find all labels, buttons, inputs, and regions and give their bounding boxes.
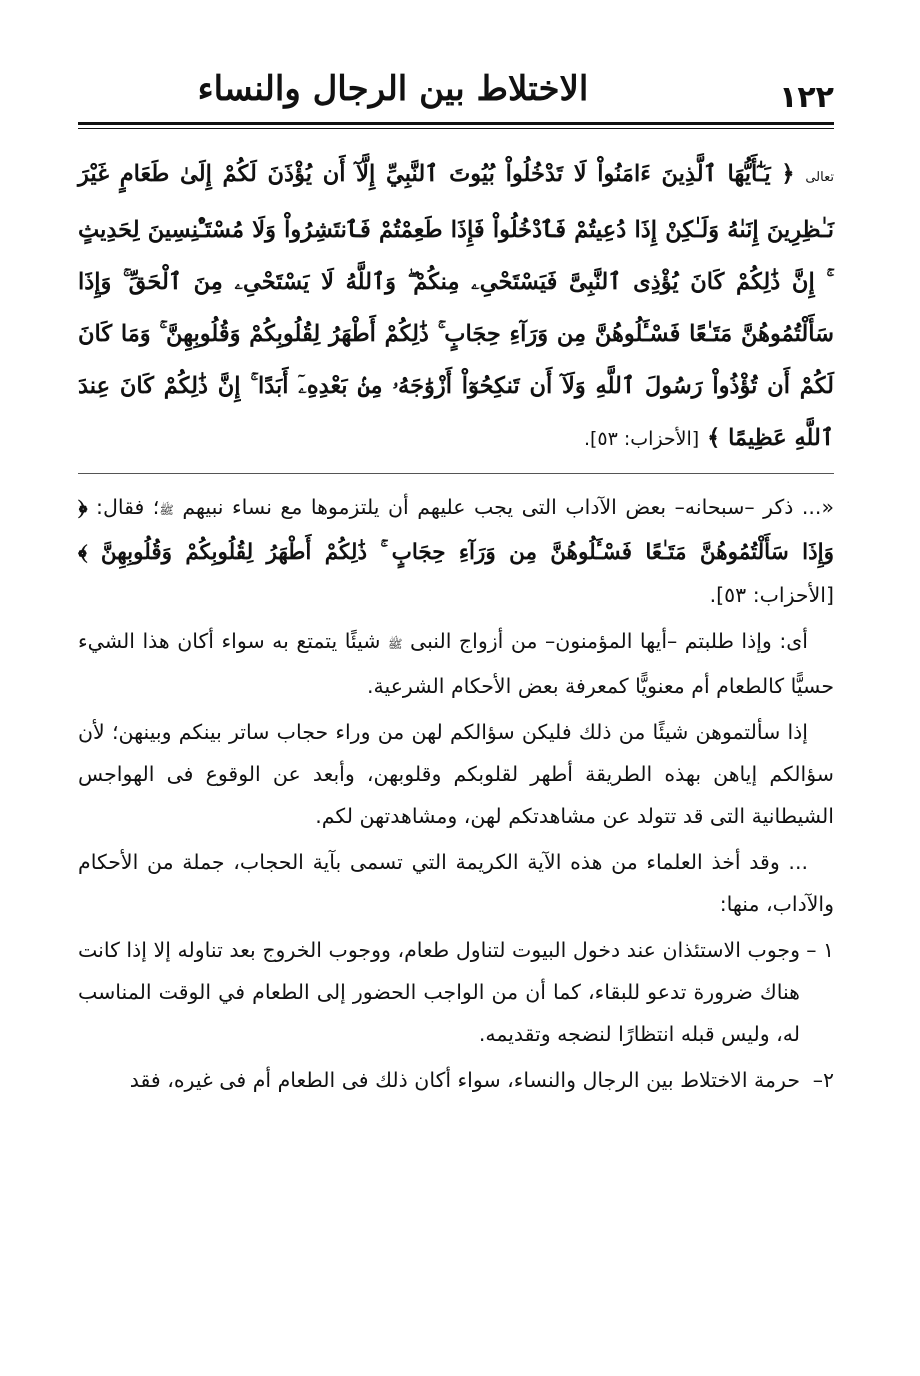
page-header <box>78 58 834 128</box>
list-item-number: ١ – <box>806 938 834 962</box>
list-item <box>78 1059 834 1101</box>
p2-text-a: أى: وإذا طلبتم –أيها المؤمنون– من أزواج النبى <box>402 629 808 653</box>
page-body <box>78 148 834 1105</box>
paragraph-1 <box>78 486 834 616</box>
p1-reference: [الأحزاب: ٥٣]. <box>709 583 834 607</box>
pbuh-ligature: ﷺ <box>159 503 174 517</box>
paragraph-2 <box>78 620 834 707</box>
list-item-text: حرمة الاختلاط بين الرجال والنساء، سواء أكان ذلك فى الطعام أم فى غيره، فقد <box>129 1068 800 1092</box>
pbuh-ligature: ﷺ <box>388 637 403 651</box>
section-separator <box>78 473 834 474</box>
p1-mid-text: ؛ فقال: <box>87 495 160 519</box>
p2-text-b: شيئًا يتمتع به سواء أكان هذا الشيء حسيًّا كالطعام أم معنويًّا كمعرفة بعض الأحكام الشرعية. <box>78 629 834 698</box>
p1-quran-quote: ﴿ وَإِذَا سَأَلْتُمُوهُنَّ مَتَـٰعًا فَسْـَٔلُوهُنَّ مِن وَرَآءِ حِجَابٍ ۚ ذَٰلِكُمْ أَطْهَرُ لِقُلُوبِكُمْ وَقُلُوبِهِنَّ ﴾ <box>78 495 834 565</box>
quran-verse-block <box>78 148 834 465</box>
paragraph-3 <box>78 711 834 837</box>
list-item-number: ٢– <box>812 1068 834 1092</box>
list-item <box>78 929 834 1055</box>
paragraph-4 <box>78 841 834 925</box>
p3-text: إذا سألتموهن شيئًا من ذلك فليكن سؤالكم لهن من وراء حجاب ساتر بينكم وبينهن؛ لأن سؤالكم إياهن بهذه الطريقة أطهر لقلوبكم وقلوبهن، وأبعد عن الوقوع فى الهواجس الشيطانية التى قد تتولد عن مشاهدتكم لهن، ومشاهدتهن لكم. <box>78 720 834 828</box>
running-title: الاختلاط بين الرجال والنساء <box>197 69 589 109</box>
honorific-tala: تعالى <box>805 170 834 185</box>
header-rule-thin <box>78 128 834 129</box>
quran-verse-text: ﴿ يَـٰٓأَيُّهَا ٱلَّذِينَ ءَامَنُواْ لَا تَدْخُلُواْ بُيُوتَ ٱلنَّبِيِّ إِلَّآ أَن يُؤْذَنَ لَكُمْ إِلَىٰ طَعَامٍ غَيْرَ نَـٰظِرِينَ إِنَىٰهُ وَلَـٰكِنْ إِذَا دُعِيتُمْ فَٱدْخُلُواْ فَإِذَا طَعِمْتُمْ فَٱنتَشِرُواْ وَلَا مُسْتَـْٔنِسِينَ لِحَدِيثٍ ۚ إِنَّ ذَٰلِكُمْ كَانَ يُؤْذِى ٱلنَّبِىَّ فَيَسْتَحْىِۦ مِنكُمْ ۖ وَٱللَّهُ لَا يَسْتَحْىِۦ مِنَ ٱلْحَقِّ ۚ وَإِذَا سَأَلْتُمُوهُنَّ مَتَـٰعًا فَسْـَٔلُوهُنَّ مِن وَرَآءِ حِجَابٍ ۚ ذَٰلِكُمْ أَطْهَرُ لِقُلُوبِكُمْ وَقُلُوبِهِنَّ ۚ وَمَا كَانَ لَكُمْ أَن تُؤْذُواْ رَسُولَ ٱللَّهِ وَلَآ أَن تَنكِحُوٓاْ أَزْوَٰجَهُۥ مِنۢ بَعْدِهِۦٓ أَبَدًا ۚ إِنَّ ذَٰلِكُمْ كَانَ عِندَ ٱللَّهِ عَظِيمًا ﴾ <box>78 161 834 451</box>
list-item-text: وجوب الاستئذان عند دخول البيوت لتناول طعام، ووجوب الخروج بعد تناوله إلا إذا كانت هناك ضرورة تدعو للبقاء، كما أن من الواجب الحضور إلى الطعام في الوقت المناسب له، وليس قبله انتظارًا لنضجه وتقديمه. <box>78 938 800 1046</box>
header-rule-thick <box>78 122 834 125</box>
page-number: ١٢٢ <box>779 80 834 115</box>
p4-text: ... وقد أخذ العلماء من هذه الآية الكريمة التي تسمى بآية الحجاب، جملة من الأحكام والآداب، منها: <box>78 850 834 916</box>
verse-reference: [الأحزاب: ٥٣]. <box>583 428 700 450</box>
p1-lead-text: «... ذكر –سبحانه– بعض الآداب التى يجب عليهم أن يلتزموها مع نساء نبيهم <box>182 495 834 519</box>
